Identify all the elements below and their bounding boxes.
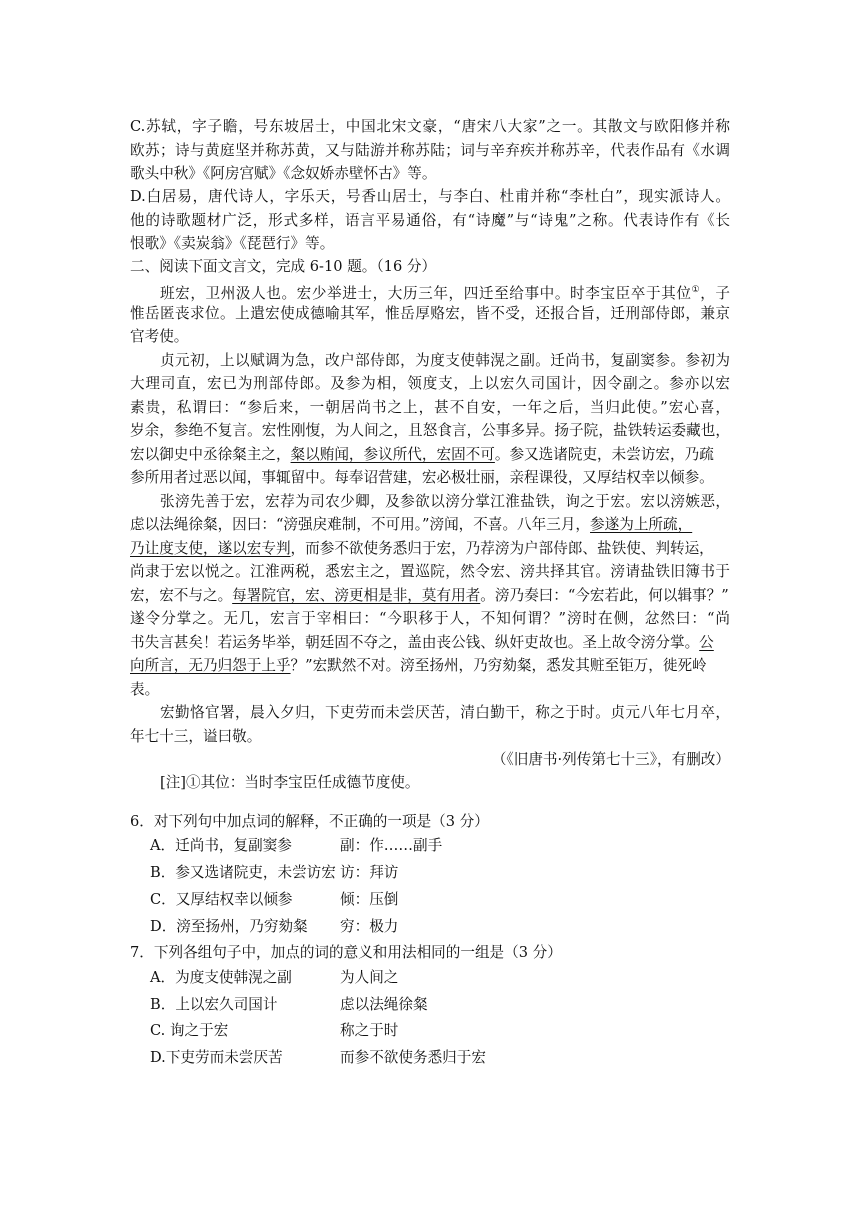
q7-option-d-pair: 而参不欲使务悉归于宏 — [340, 1049, 486, 1066]
passage-text: 。滂乃奏曰：“今宏若此，何以辑事？” — [480, 587, 729, 604]
q7-option-c-pair: 称之于时 — [340, 1022, 399, 1039]
q7-option-a: A．为度支使韩滉之副 — [150, 969, 292, 986]
option-d-line: D.白居易，唐代诗人，字乐天，号香山居士，与李白、杜甫并称“李杜白”，现实派诗人。 — [130, 188, 730, 205]
footnote: [注]①其位：当时李宝臣任成德节度使。 — [160, 774, 420, 791]
passage-text: 班宏，卫州汲人也。宏少举进士，大历三年，四迁至给事中。时李宝臣卒于其位 — [160, 284, 692, 302]
passage-text: ？”宏默然不对。滂至扬州，乃穷劾粲，悉发其赃至钜万，徙死岭 — [290, 657, 707, 674]
q6-option-d: D．滂至扬州，乃穷劾粲 — [150, 918, 308, 935]
underlined-sentence: 乃让度支使，遂以宏专判 — [130, 540, 291, 557]
passage-text: ，子 — [700, 284, 730, 302]
passage-text: 。参又选诸院吏，未尝访宏，乃疏 — [494, 446, 714, 463]
option-c-line: C.苏轼，字子瞻，号东坡居士，中国北宋文豪，“唐宋八大家”之一。其散文与欧阳修并称 — [130, 118, 730, 135]
passage-line — [130, 586, 730, 606]
underlined-sentence: 公 — [699, 634, 714, 651]
passage-line: 官考使。 — [130, 328, 189, 345]
option-d-line: 他的诗歌题材广泛，形式多样，语言平易通俗，有“诗魔”与“诗鬼”之称。代表诗作有《长 — [130, 212, 730, 229]
passage-text: 书失言甚矣！若运务毕举，朝廷固不夺之，盖由丧公钱、纵奸吏故也。圣上故令滂分掌。 — [130, 634, 700, 651]
passage-line: 尚隶于宏以悦之。江淮两税，悉宏主之，置巡院，然令宏、滂共择其官。滂请盐铁旧簿书于 — [130, 563, 730, 580]
passage-line: 参所用者过恶以闻，事辄留中。每奉诏营建，宏必极壮丽，亲程课役，又厚结权幸以倾参。 — [130, 469, 714, 486]
passage-text: 虑以法绳徐粲，因曰：“滂强戾难制，不可用。”滂闻，不喜。八年三月， — [130, 516, 591, 533]
question-7-stem: 7．下列各组句子中，加点的词的意义和用法相同的一组是（3 分） — [130, 944, 562, 961]
underlined-sentence: 粲以贿闻，参议所代，宏固不可 — [290, 446, 495, 463]
q6-option-b: B．参又选诸院吏，未尝访宏 — [150, 864, 336, 881]
passage-line — [160, 280, 730, 304]
q6-option-d-gloss: 穷：极力 — [340, 918, 399, 935]
passage-line: 岁余，参绝不复言。宏性刚愎，为人间之，且怒食言，公事多异。扬子院，盐铁转运委藏也， — [130, 422, 730, 439]
passage-line: 大理司直，宏已为刑部侍郎。及参为相，领度支，上以宏久司国计，因令副之。参亦以宏 — [130, 375, 730, 392]
option-c-line: 歌头中秋》《阿房宫赋》《念奴娇赤壁怀古》等。 — [130, 165, 437, 182]
passage-text: ，而参不欲使务悉归于宏，乃荐滂为户部侍郎、盐铁使、判转运， — [290, 540, 714, 557]
q6-option-c: C．又厚结权幸以倾参 — [150, 891, 293, 908]
passage-line — [130, 539, 730, 559]
underlined-sentence: 每署院官，宏、滂更相是非，莫有用者 — [232, 587, 481, 604]
passage-line: 贞元初，上以赋调为急，改户部侍郎，为度支使韩滉之副。迁尚书，复副窦参。参初为 — [160, 352, 730, 369]
option-c-line: 欧苏；诗与黄庭坚并称苏黄，又与陆游并称苏陆；词与辛弃疾并称苏辛，代表作品有《水调 — [130, 142, 730, 159]
q7-option-c: C. 询之于宏 — [150, 1022, 229, 1039]
passage-text: 宏以御史中丞徐粲主之， — [130, 446, 291, 463]
passage-line — [130, 633, 730, 653]
passage-line: 表。 — [130, 681, 160, 698]
passage-line — [130, 515, 730, 535]
underlined-sentence: 参遂为上所疏， — [590, 516, 693, 533]
q6-option-c-gloss: 倾：压倒 — [340, 891, 399, 908]
q6-option-a: A．迁尚书，复副窦参 — [150, 837, 292, 854]
q6-option-b-gloss: 访：拜访 — [340, 864, 399, 881]
underlined-sentence: 向所言，无乃归怨于上乎 — [130, 657, 291, 674]
q7-option-b-pair: 虑以法绳徐粲 — [340, 996, 428, 1013]
option-d-line: 恨歌》《卖炭翁》《琵琶行》等。 — [130, 235, 335, 252]
passage-line: 年七十三，谥曰敬。 — [130, 728, 262, 745]
footnote-marker: ① — [691, 285, 701, 295]
passage-text: 宏，宏不与之。 — [130, 587, 233, 604]
q7-option-d: D.下吏劳而未尝厌苦 — [150, 1049, 283, 1066]
question-6-stem: 6．对下列句中加点词的解释，不正确的一项是（3 分） — [130, 813, 489, 830]
q7-option-b: B．上以宏久司国计 — [150, 996, 278, 1013]
passage-line: 宏勤恪官署，晨入夕归，下吏劳而未尝厌苦，清白勤干，称之于时。贞元八年七月卒， — [160, 704, 730, 721]
q7-option-a-pair: 为人间之 — [340, 969, 399, 986]
passage-line — [130, 445, 730, 465]
passage-line: 张滂先善于宏，宏荐为司农少卿，及参欲以滂分掌江淮盐铁，询之于宏。宏以滂嫉恶， — [160, 493, 730, 510]
passage-line — [130, 656, 730, 676]
section-heading: 二、阅读下面文言文，完成 6-10 题。（16 分） — [130, 258, 437, 275]
q6-option-a-gloss: 副：作……副手 — [340, 837, 443, 854]
passage-line: 素贵，私谓曰：“参后来，一朝居尚书之上，甚不自安，一年之后，当归此使。”宏心喜， — [130, 399, 730, 416]
passage-line: 遂令分掌之。无几，宏言于宰相曰：“今职移于人，不知何谓？”滂时在侧，忿然曰：“尚 — [130, 610, 730, 627]
passage-line: 惟岳匿丧求位。上遣宏使成德喻其军，惟岳厚赂宏，皆不受，还报合旨，迁刑部侍郎，兼京 — [130, 305, 730, 322]
passage-source: （《旧唐书·列传第七十三》，有删改） — [491, 751, 730, 768]
